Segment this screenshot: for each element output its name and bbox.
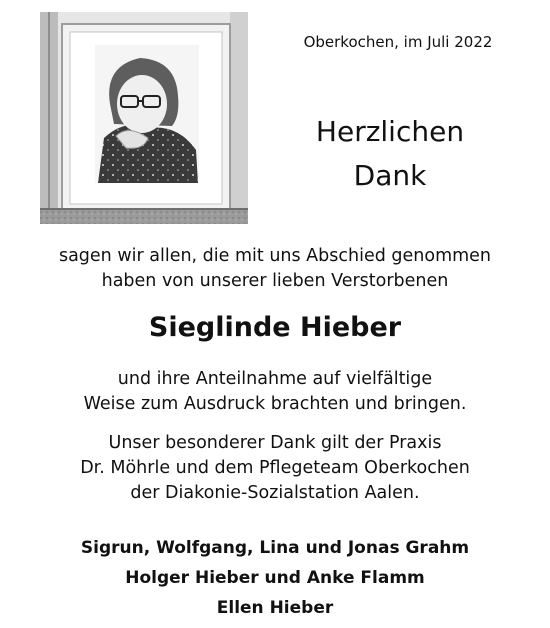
condolence-paragraph	[0, 367, 550, 417]
intro-text	[0, 244, 550, 294]
special-thanks-paragraph	[0, 431, 550, 506]
text-line: der Diakonie-Sozialstation Aalen.	[130, 483, 420, 503]
heading-line: Herzlichen	[315, 115, 465, 148]
text-line: haben von unserer lieben Verstorbenen	[101, 271, 449, 291]
family-signatures	[0, 533, 550, 623]
signature-line: Ellen Hieber	[216, 598, 334, 618]
signature-line: Sigrun, Wolfgang, Lina und Jonas Grahm	[80, 538, 470, 558]
framed-portrait-image	[40, 12, 248, 224]
place-date: Oberkochen, im Juli 2022	[303, 33, 493, 51]
text-line: Unser besonderer Dank gilt der Praxis	[108, 433, 442, 453]
text-line: Dr. Möhrle und dem Pflegeteam Oberkochen	[80, 458, 470, 478]
text-line: Weise zum Ausdruck brachten und bringen.	[83, 394, 467, 414]
portrait-photo	[40, 12, 248, 224]
heading-line: Dank	[353, 159, 427, 192]
deceased-name: Sieglinde Hieber	[148, 312, 402, 343]
signature-line: Holger Hieber und Anke Flamm	[125, 568, 425, 588]
thank-you-heading	[270, 110, 510, 198]
text-line: sagen wir allen, die mit uns Abschied genommen	[58, 246, 492, 266]
text-line: und ihre Anteilnahme auf vielfältige	[117, 369, 433, 389]
